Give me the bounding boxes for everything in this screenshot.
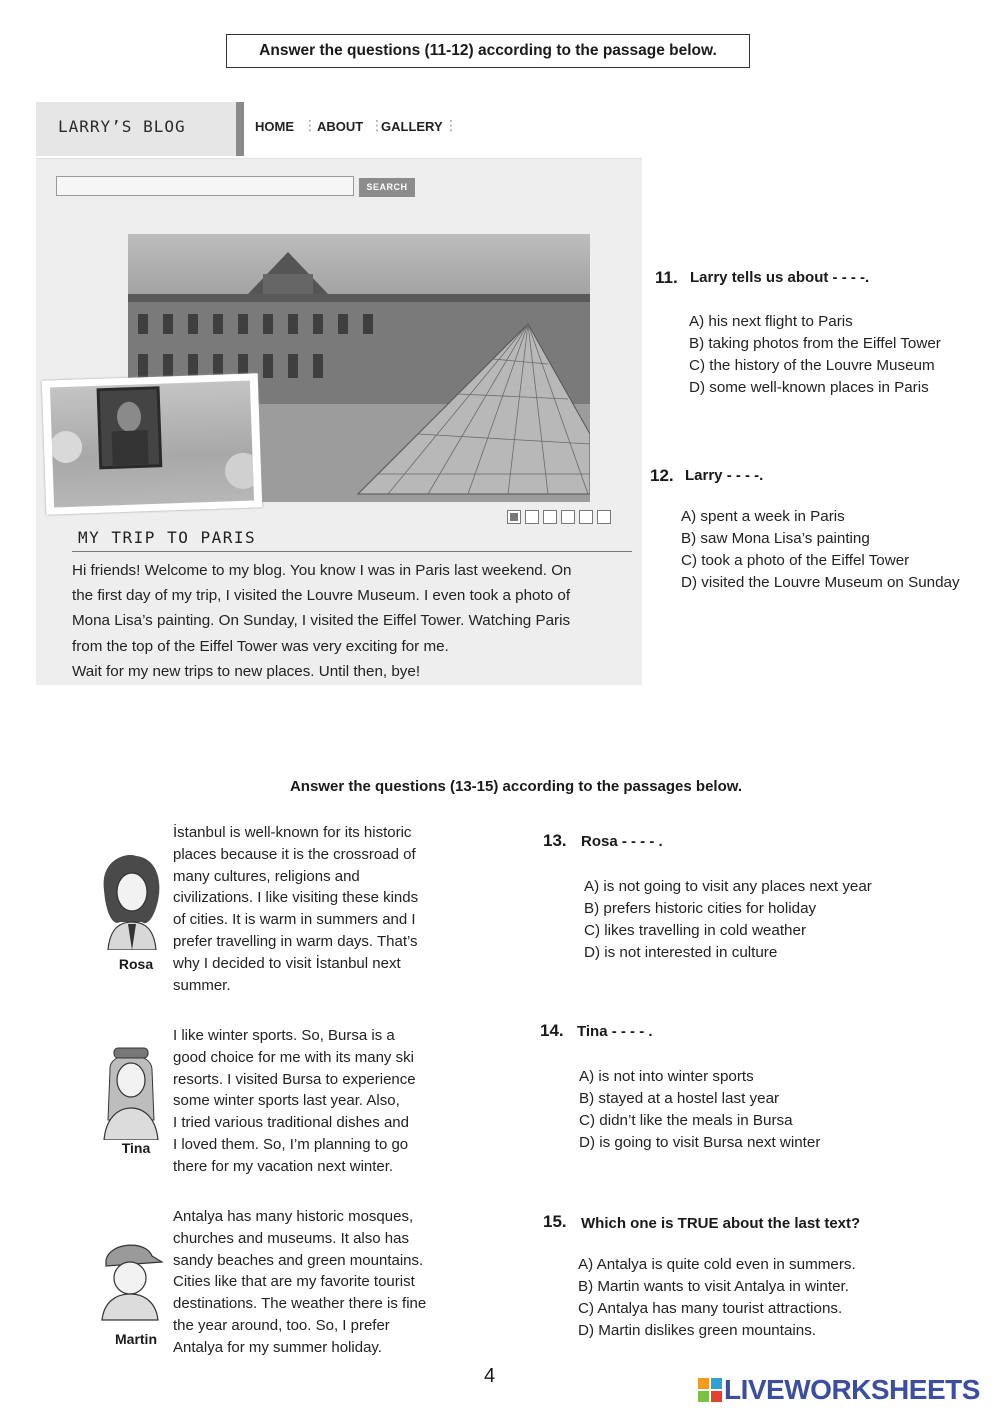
question-15-option-a[interactable]: A) Antalya is quite cold even in summers. <box>578 1256 856 1273</box>
liveworksheets-brand[interactable]: LIVEWORKSHEETS <box>724 1374 980 1405</box>
question-14-option-b[interactable]: B) stayed at a hostel last year <box>579 1090 780 1107</box>
passage-line: I loved them. So, I’m planning to go <box>173 1135 409 1153</box>
rosa-icon <box>96 850 166 950</box>
question-15-option-d[interactable]: D) Martin dislikes green mountains. <box>578 1322 817 1339</box>
nav-separator: ⋮ <box>303 117 317 133</box>
martin-icon <box>96 1238 166 1328</box>
tina-icon <box>96 1040 166 1140</box>
instruction-questions-13-15: Answer the questions (13-15) according to the passages below. <box>289 778 743 795</box>
blog-line: Hi friends! Welcome to my blog. You know I was in Paris last weekend. On <box>72 562 572 579</box>
question-12-options <box>681 506 960 594</box>
question-12-stem: Larry - - - -. <box>685 467 764 484</box>
passage-line: I tried various traditional dishes and <box>173 1114 409 1132</box>
passage-line: good choice for me with its many ski <box>173 1048 414 1066</box>
blog-search-input[interactable] <box>56 176 354 196</box>
question-15-option-b[interactable]: B) Martin wants to visit Antalya in winter. <box>578 1278 849 1295</box>
nav-separator: ⋮ <box>370 117 384 133</box>
passage-line: some winter sports last year. Also, <box>173 1092 400 1110</box>
blog-line: Wait for my new trips to new places. Until then, bye! <box>72 662 421 680</box>
passage-line: churches and museums. It also has <box>173 1229 409 1247</box>
question-12-option-c[interactable]: C) took a photo of the Eiffel Tower <box>681 552 910 569</box>
passage-line: places because it is the crossroad of <box>173 845 416 863</box>
question-11-option-b[interactable]: B) taking photos from the Eiffel Tower <box>689 335 941 352</box>
passage-line: many cultures, religions and <box>173 867 360 885</box>
question-11-options <box>689 311 941 399</box>
page-number: 4 <box>484 1365 496 1387</box>
question-11-stem: Larry tells us about - - - -. <box>690 269 870 286</box>
slide-dot[interactable] <box>507 510 521 524</box>
question-13-option-a[interactable]: A) is not going to visit any places next year <box>584 878 872 895</box>
slide-indicator <box>507 510 615 529</box>
question-14-option-c[interactable]: C) didn’t like the meals in Bursa <box>579 1112 793 1129</box>
slide-dot[interactable] <box>525 510 539 524</box>
passage-line: Cities like that are my favorite tourist <box>173 1273 415 1291</box>
question-12-option-b[interactable]: B) saw Mona Lisa’s painting <box>681 530 870 547</box>
question-15-stem: Which one is TRUE about the last text? <box>581 1215 861 1232</box>
question-13-option-d[interactable]: D) is not interested in culture <box>584 944 778 961</box>
question-13-options <box>584 876 872 964</box>
question-11-option-a[interactable]: A) his next flight to Paris <box>689 313 853 330</box>
question-15-option-c[interactable]: C) Antalya has many tourist attractions. <box>578 1300 843 1317</box>
liveworksheets-logo-icon <box>698 1378 722 1402</box>
nav-separator: ⋮ <box>444 117 458 133</box>
nav-gallery[interactable]: GALLERY <box>381 119 443 134</box>
blog-title-divider <box>72 551 632 552</box>
question-12-number: 12. <box>650 466 674 485</box>
passage-line: destinations. The weather there is fine <box>173 1295 427 1313</box>
rosa-passage <box>173 822 443 996</box>
passage-line: Antalya for my summer holiday. <box>173 1338 382 1356</box>
blog-search-button[interactable]: SEARCH <box>359 178 415 197</box>
question-13-option-c[interactable]: C) likes travelling in cold weather <box>584 922 806 939</box>
slide-dot[interactable] <box>579 510 593 524</box>
passage-line: resorts. I visited Bursa to experience <box>173 1070 416 1088</box>
question-14-number: 14. <box>540 1021 564 1040</box>
blog-post-body <box>72 558 632 684</box>
passage-line: of cities. It is warm in summers and I <box>173 911 416 929</box>
passage-line: the year around, too. So, I prefer <box>173 1316 390 1334</box>
passage-line: there for my vacation next winter. <box>173 1157 394 1175</box>
passage-line: I like winter sports. So, Bursa is a <box>173 1027 395 1044</box>
blog-line: the first day of my trip, I visited the Louvre Museum. I even took a photo of <box>72 587 571 605</box>
tina-passage <box>173 1025 443 1178</box>
question-13-number: 13. <box>543 831 567 850</box>
question-11-number: 11. <box>655 268 678 287</box>
tina-avatar <box>96 1040 166 1150</box>
question-15-number: 15. <box>543 1212 567 1231</box>
question-13-option-b[interactable]: B) prefers historic cities for holiday <box>584 900 817 917</box>
rosa-name: Rosa <box>118 956 154 972</box>
blog-post-title: MY TRIP TO PARIS <box>78 528 257 547</box>
slide-dot[interactable] <box>597 510 611 524</box>
passage-line: İstanbul is well-known for its historic <box>173 824 412 841</box>
question-12-option-d[interactable]: D) visited the Louvre Museum on Sunday <box>681 574 960 591</box>
passage-line: sandy beaches and green mountains. <box>173 1251 424 1269</box>
slide-dot[interactable] <box>561 510 575 524</box>
tina-name: Tina <box>121 1140 151 1156</box>
blog-line: Mona Lisa’s painting. On Sunday, I visited the Eiffel Tower. Watching Paris <box>72 612 571 630</box>
instruction-questions-11-12: Answer the questions (11-12) according to the passage below. <box>226 34 750 68</box>
martin-name: Martin <box>115 1331 157 1347</box>
nav-about[interactable]: ABOUT <box>317 119 364 134</box>
slide-dot[interactable] <box>543 510 557 524</box>
blog-logo: LARRY’S BLOG <box>58 117 186 136</box>
blog-line: from the top of the Eiffel Tower was very exciting for me. <box>72 637 449 655</box>
rosa-avatar <box>96 850 166 960</box>
mona-lisa-illustration <box>50 381 254 508</box>
question-14-stem: Tina - - - - . <box>577 1023 653 1040</box>
nav-home[interactable]: HOME <box>255 119 294 134</box>
question-12-option-a[interactable]: A) spent a week in Paris <box>681 508 845 525</box>
passage-line: Antalya has many historic mosques, <box>173 1208 414 1225</box>
passage-line: why I decided to visit İstanbul next <box>173 954 401 972</box>
question-14-option-d[interactable]: D) is going to visit Bursa next winter <box>579 1134 821 1151</box>
question-14-option-a[interactable]: A) is not into winter sports <box>579 1068 754 1085</box>
martin-passage <box>173 1206 443 1359</box>
passage-line: prefer travelling in warm days. That’s <box>173 932 418 950</box>
question-11-option-c[interactable]: C) the history of the Louvre Museum <box>689 357 935 374</box>
question-15-options <box>578 1254 856 1342</box>
passage-line: civilizations. I like visiting these kinds <box>173 889 419 907</box>
question-13-stem: Rosa - - - - . <box>581 833 663 850</box>
passage-line: summer. <box>173 976 231 994</box>
question-11-option-d[interactable]: D) some well-known places in Paris <box>689 379 929 396</box>
mona-lisa-photo <box>50 381 254 508</box>
question-14-options <box>579 1066 820 1154</box>
